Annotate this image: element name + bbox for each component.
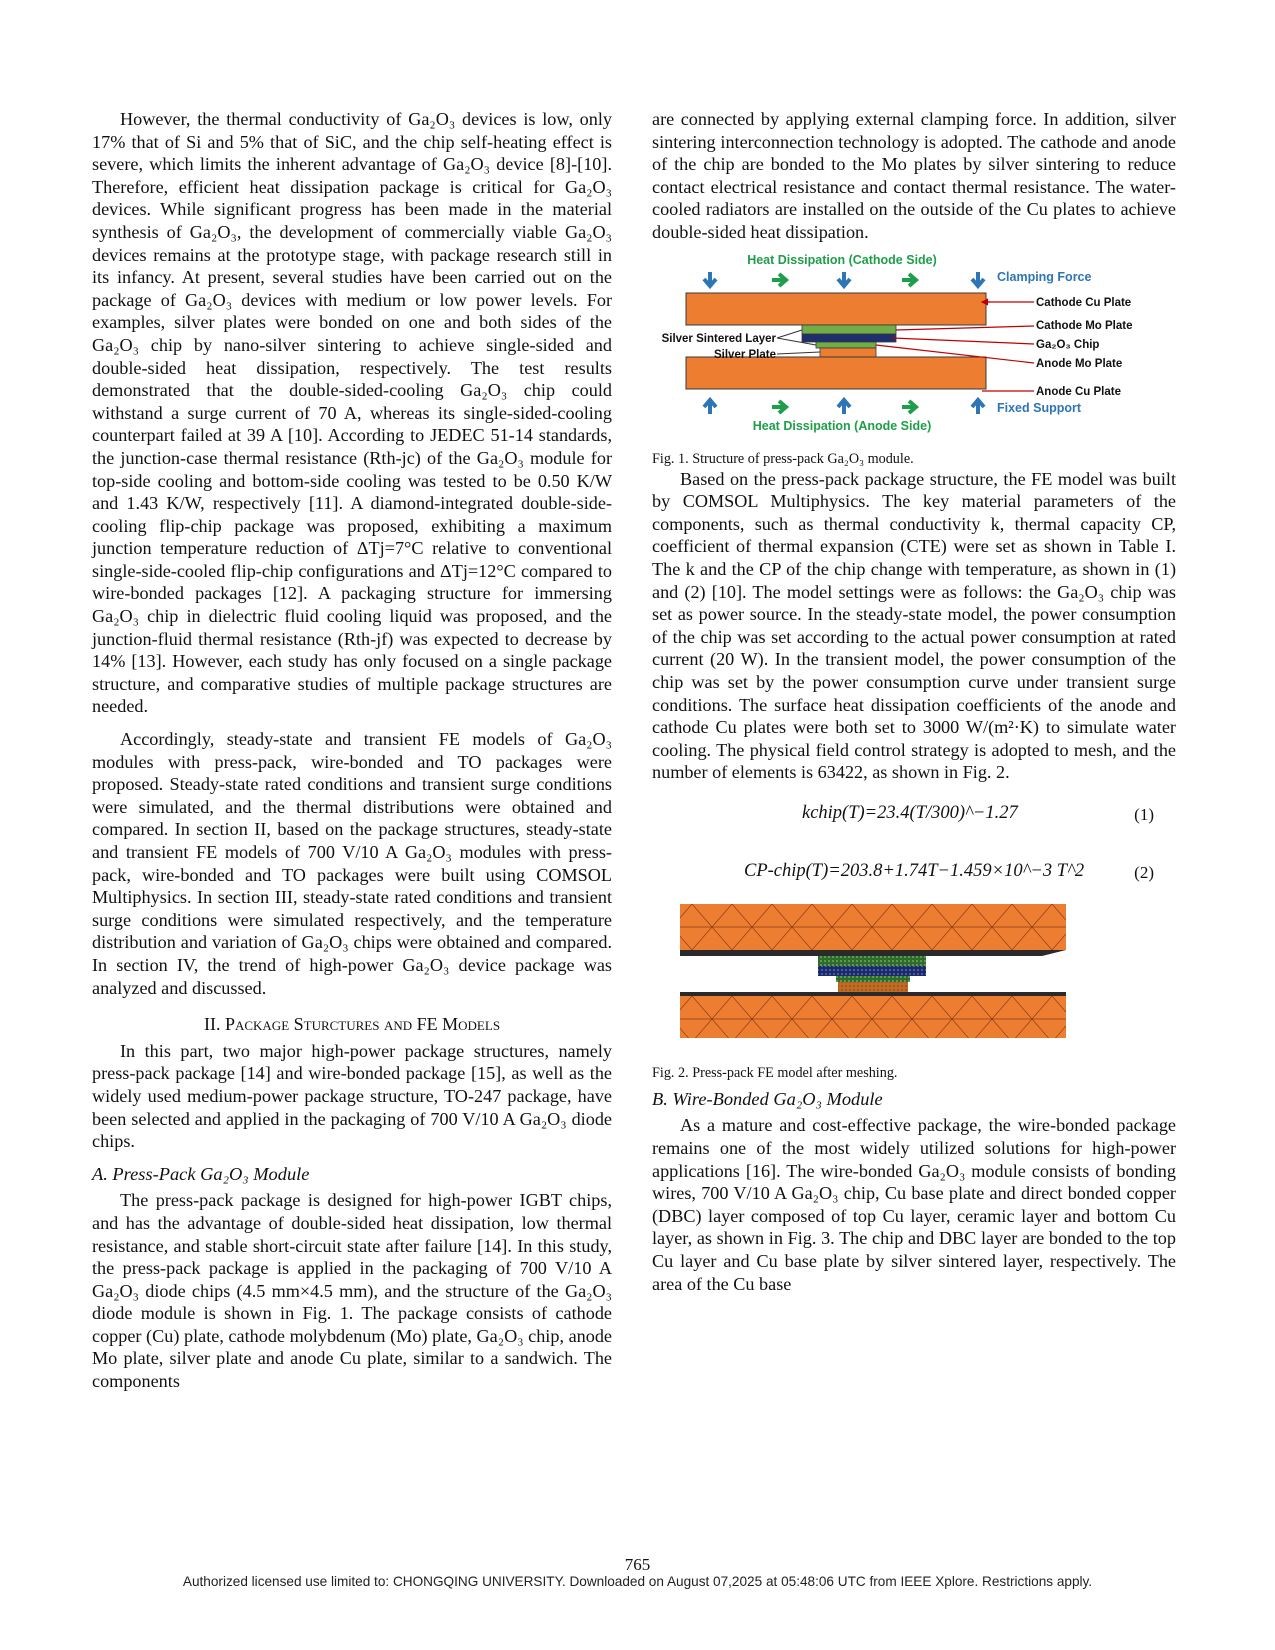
right-arrow-icon — [772, 274, 786, 286]
left-column — [92, 108, 612, 1393]
paragraph: In this part, two major high-power package structures, namely press-pack package [14] and wire-bonded package [15], as well as the widely used medium-power package structure, TO-247 package, have been selected and applied in the packaging of 700 V/10 A Ga₂O₃ diode chips. — [92, 1040, 612, 1152]
plate-shadow — [680, 992, 1066, 996]
silver-sintered-label: Silver Sintered Layer — [661, 332, 776, 345]
paragraph: The press-pack package is designed for high-power IGBT chips, and has the advantage of double-sided heat dissipation, low thermal resistance, and stable short-circuit state after failure [14]. In this study, the press-pack package is applied in the packaging of 700 V/10 A Ga₂O₃ diode chips (4.5 mm×4.5 mm), and the structure of the Ga₂O₃ diode module is shown in Fig. 1. The package consists of cathode copper (Cu) plate, cathode molybdenum (Mo) plate, Ga₂O₃ chip, anode Mo plate, silver plate and anode Cu plate, similar to a sandwich. The components — [92, 1190, 612, 1392]
license-footer: Authorized licensed use limited to: CHONGQING UNIVERSITY. Downloaded on August 07,2025 at 05:48:06 UTC from IEEE Xplore. Restrictions apply. — [182, 1574, 1093, 1589]
down-arrow-icon — [704, 272, 716, 286]
top-arrows — [704, 272, 984, 286]
down-arrow-icon — [838, 272, 850, 286]
ga2o3-chip — [802, 334, 896, 342]
paragraph: Accordingly, steady-state and transient FE models of Ga₂O₃ modules with press-pack, wire-bonded and TO packages were proposed. Steady-state rated conditions and transient surge conditions were simulated, and the thermal distributions were obtained and compared. In section II, based on the package structures, steady-state and transient FE models of 700 V/10 A Ga₂O₃ modules with press-pack, wire-bonded and TO packages were built using COMSOL Multiphysics. In section III, steady-state rated conditions and transient surge conditions were simulated respectively, and the temperature distribution and variation of Ga₂O₃ chips were obtained and compared. In section IV, the trend of high-power Ga₂O₃ device package was analyzed and discussed. — [92, 729, 612, 998]
plate-shadow — [680, 950, 1066, 956]
anode-cu-plate — [686, 357, 986, 389]
right-arrow-icon — [902, 274, 916, 286]
paragraph: However, the thermal conductivity of Ga₂O₃ devices is low, only 17% that of Si and 5% that of SiC, and the chip self-heating effect is severe, which limits the inherent advantage of Ga₂O₃ device [8]-[10]. Therefore, efficient heat dissipation package is critical for Ga₂O₃ devices. While significant progress has been made in the material synthesis of Ga₂O₃, the development of commercially viable Ga₂O₃ devices remains at the prototype stage, with package research still in its infancy. At present, several studies have been carried out on the package of Ga₂O₃ devices with medium or low power levels. For examples, silver plates were bonded on one and both sides of the Ga₂O₃ chip by nano-silver sintering to achieve single-sided and double-sided heat dissipation, respectively. The test results demonstrated that the double-sided-cooling Ga₂O₃ chip could withstand a surge current of 70 A, whereas its single-sided-cooling counterpart failed at 39 A [10]. According to JEDEC 51-14 standards, the junction-case thermal resistance (Rth-jc) of the Ga₂O₃ module for top-side cooling and bottom-side cooling was tested to be 0.50 K/W and 1.43 K/W, respectively [11]. A diamond-integrated double-side-cooling flip-chip package was proposed, exhibiting a maximum junction temperature reduction of ΔTj=7°C relative to conventional single-side-cooled flip-chip configurations and ΔTj=12°C compared to wire-bonded packages [12]. A packaging structure for immersing Ga₂O₃ chip in dielectric fluid cooling liquid was proposed, and the junction-fluid thermal resistance (Rth-jf) was expected to decrease by 14% [13]. However, each study has only focused on a single package structure, and comparative studies of multiple package structures are needed. — [92, 109, 612, 717]
equation-1-expression: kchip(T)=23.4(T/300)^−1.27 — [802, 802, 1018, 823]
cathode-cu-label: Cathode Cu Plate — [1036, 296, 1132, 309]
right-column — [652, 108, 1176, 1295]
leader-line — [892, 338, 1034, 344]
fe-chip — [818, 966, 926, 976]
chip-label: Ga₂O₃ Chip — [1036, 338, 1100, 351]
anode-cu-label: Anode Cu Plate — [1036, 385, 1121, 398]
paragraph: Based on the press-pack package structure, the FE model was built by COMSOL Multiphysics. The key material parameters of the components, such as thermal conductivity k, thermal capacity CP, coefficient of thermal expansion (CTE) were set as shown in Table I. The k and the CP of the chip change with temperature, as shown in (1) and (2) [10]. The model settings were as follows: the Ga₂O₃ chip was set as power source. In the steady-state model, the power consumption of the chip was set according to the actual power consumption at rated current (20 W). In the transient model, the power consumption of the chip was set by the power consumption curve under transient surge conditions. The surface heat dissipation coefficients of the anode and cathode Cu plates were both set to 3000 W/(m²·K) to simulate water cooling. The physical field control strategy is adopted to mesh, and the number of elements is 63422, as shown in Fig. 2. — [652, 468, 1176, 783]
anode-mo-plate — [816, 342, 876, 348]
silver-plate — [820, 348, 876, 357]
mesh-overlay — [680, 996, 1066, 1038]
leader-line — [896, 326, 1034, 330]
figure-2-fe-mesh — [652, 904, 1176, 1064]
silver-plate-label: Silver Plate — [713, 348, 776, 361]
section-heading — [92, 1013, 612, 1036]
paragraph: are connected by applying external clamping force. In addition, silver sintering interconnection technology is adopted. The cathode and anode of the chip are bonded to the Mo plates by silver sintering to reduce contact electrical resistance and contact thermal resistance. The water-cooled radiators are installed on the outside of the Cu plates to achieve double-sided heat dissipation. — [652, 109, 1176, 242]
equation-2 — [652, 854, 1176, 894]
equation-2-expression: CP-chip(T)=203.8+1.74T−1.459×10^−3 T^2 — [744, 860, 1085, 881]
mesh-overlay — [680, 904, 1066, 950]
equation-2-number: (2) — [1134, 862, 1154, 882]
section-title: Package Sturctures and FE Models — [224, 1014, 501, 1035]
anode-mo-label: Anode Mo Plate — [1036, 357, 1123, 370]
right-arrow-icon — [902, 401, 916, 413]
equation-1-number: (1) — [1134, 804, 1154, 824]
fe-anode-mo — [836, 976, 910, 982]
subsection-heading: B. Wire-Bonded Ga₂O₃ Module — [652, 1088, 883, 1109]
subsection-heading: A. Press-Pack Ga₂O₃ Module — [92, 1163, 310, 1184]
down-arrow-icon — [972, 272, 984, 286]
bottom-arrows — [704, 400, 984, 414]
up-arrow-icon — [972, 400, 984, 414]
fe-silver-plate — [838, 982, 908, 992]
section-number: II. — [203, 1014, 221, 1035]
fe-cathode-mo — [818, 956, 926, 966]
up-arrow-icon — [838, 400, 850, 414]
heat-dissipation-anode-label: Heat Dissipation (Anode Side) — [752, 418, 932, 433]
figure-1-caption: Fig. 1. Structure of press-pack Ga₂O₃ module. — [652, 450, 914, 467]
page-number: 765 — [624, 1555, 651, 1574]
figure-2-caption: Fig. 2. Press-pack FE model after meshing. — [652, 1064, 898, 1081]
equation-1 — [652, 796, 1176, 836]
clamping-force-label: Clamping Force — [997, 269, 1092, 284]
cathode-cu-plate — [686, 293, 986, 325]
up-arrow-icon — [704, 400, 716, 414]
paragraph: As a mature and cost-effective package, the wire-bonded package remains one of the most widely utilized solutions for high-power applications [16]. The wire-bonded Ga₂O₃ module consists of bonding wires, 700 V/10 A Ga₂O₃ chip, Cu base plate and direct bonded copper (DBC) layer composed of top Cu layer, ceramic layer and bottom Cu layer, as shown in Fig. 3. The chip and DBC layer are bonded to the top Cu layer and Cu base plate by silver sintered layer, respectively. The area of the Cu base — [652, 1115, 1176, 1294]
leader-line — [777, 330, 802, 338]
cathode-mo-plate — [802, 325, 896, 334]
heat-dissipation-cathode-label: Heat Dissipation (Cathode Side) — [747, 252, 937, 267]
cathode-mo-label: Cathode Mo Plate — [1036, 319, 1133, 332]
leader-line — [777, 352, 820, 354]
right-arrow-icon — [772, 401, 786, 413]
fixed-support-label: Fixed Support — [997, 400, 1082, 415]
figure-1-press-pack-structure — [652, 250, 1176, 450]
